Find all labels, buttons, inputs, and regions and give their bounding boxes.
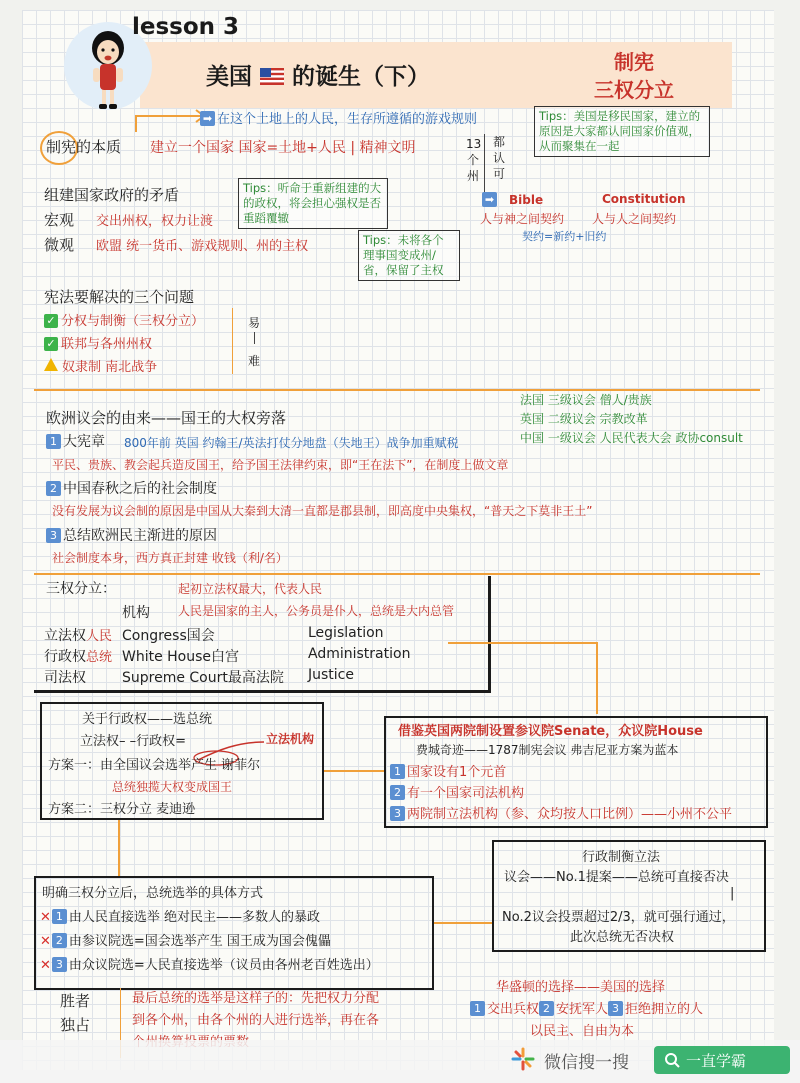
tips-sovereignty: [358, 230, 460, 281]
org-supreme-court: Supreme Court最高法院: [122, 670, 284, 686]
search-pill[interactable]: [654, 1046, 790, 1074]
wechat-search-label: 微信搜一搜: [544, 1053, 629, 1073]
election-item-1: [40, 906, 320, 925]
senate-item-3-text: 两院制立法机构（参、众均按人口比例）——小州不公平: [407, 807, 733, 822]
check-icon: ✓: [44, 337, 58, 351]
problem-item-2-text: 联邦与各州州权: [61, 337, 153, 352]
connector-c: [322, 770, 384, 772]
arrow-note-text: 在这个土地上的人民，生存所遵循的游戏规则: [217, 112, 478, 127]
num-1-badge: 1: [52, 909, 67, 924]
essence-label: 制宪的本质: [46, 138, 122, 156]
senate-item-1: [390, 761, 506, 780]
exec-plan2: 方案二：三权分立 麦迪逊: [48, 802, 196, 817]
covenant-note: 契约=新约+旧约: [522, 230, 607, 243]
powers-title: 三权分立：: [46, 581, 116, 597]
powers-box-right-border: [488, 576, 491, 692]
en-justice: Justice: [308, 667, 354, 683]
power-judicial: 司法权: [44, 670, 86, 686]
connector-b: [596, 642, 598, 714]
election-item-2-text: 由参议院选=国会选举产生 国王成为国会傀儡: [68, 934, 331, 949]
senate-item-2: [390, 782, 524, 801]
warning-icon: [44, 358, 58, 371]
senate-sub: 费城奇迹——1787制宪会议 弗吉尼亚方案为蓝本: [416, 743, 679, 757]
senate-item-3: [390, 803, 732, 822]
winner-label-2: 独占: [60, 1016, 91, 1034]
tips-immigrant: [534, 106, 710, 157]
states-vertical: 13个州: [466, 137, 482, 183]
search-icon: [664, 1052, 680, 1068]
problem-item-1-text: 分权与制衡（三权分立）: [61, 314, 205, 329]
veto-line3: 此次总统无否决权: [570, 930, 675, 945]
tag-people: 人民: [86, 629, 113, 644]
num-2-badge: 2: [539, 1001, 554, 1016]
cartoon-girl-icon: [84, 26, 132, 116]
exec-line1: 立法权– –行政权=: [80, 734, 187, 749]
org-label: 机构: [122, 605, 150, 621]
micro-label: 微观: [44, 236, 75, 254]
en-administration: Administration: [308, 646, 411, 662]
washington-title: 华盛顿的选择——美国的选择: [496, 980, 666, 995]
num-3-badge: 3: [46, 528, 61, 543]
num-2-badge: 2: [52, 933, 67, 948]
senate-title: 借鉴英国两院制设置参议院Senate，众议院House: [398, 724, 703, 739]
cross-icon: ✕: [40, 910, 51, 925]
washington-end: 以民主、自由为本: [530, 1024, 635, 1039]
washington-choice-3: 拒绝拥立的人: [625, 1002, 704, 1017]
micro-content: 欧盟 统一货币、游戏规则、州的主权: [96, 239, 309, 254]
cross-icon: ✕: [40, 934, 51, 949]
problem-item-2: [44, 333, 152, 352]
divider-2: [34, 573, 760, 575]
search-pill-text: 一直学霸: [686, 1052, 747, 1070]
side-title-2: 三权分立: [594, 78, 674, 102]
china-system-title-text: 中国春秋之后的社会制度: [63, 481, 217, 497]
tag-president: 总统: [86, 650, 113, 665]
china-system-detail: 没有发展为议会制的原因是中国从大秦到大清一直都是郡县制，即高度中央集权，“普天之下莫非王土”: [52, 504, 593, 518]
magna-carta-title-text: 大宪章: [63, 434, 105, 450]
connector-a: [448, 642, 598, 644]
magna-carta-desc: 800年前 英国 约翰王/英法打仗分地盘（失地王）战争加重赋税: [124, 436, 459, 450]
powers-box-bottom-border: [34, 690, 491, 693]
num-1-badge: 1: [390, 764, 405, 779]
exec-plan1-note: 总统独揽大权变成国王: [112, 780, 233, 794]
conflict-heading: 组建国家政府的矛盾: [44, 186, 180, 204]
election-item-1-text: 由人民直接选举 绝对民主——多数人的暴政: [68, 910, 321, 925]
side-title-1: 制宪: [614, 50, 654, 74]
page-title: [206, 58, 430, 91]
wechat-search-icon: [510, 1046, 536, 1072]
england-note: 英国 二级议会 宗教改革: [520, 412, 648, 426]
org-whitehouse: White House白宫: [122, 649, 240, 665]
legis-org-label: 立法机构: [266, 732, 315, 746]
tips-power: [238, 178, 388, 229]
bible-label: Bible: [509, 193, 544, 207]
recognize-vertical: 都认可: [492, 135, 505, 181]
summary-title-text: 总结欧洲民主渐进的原因: [63, 528, 217, 544]
num-3-badge: 3: [390, 806, 405, 821]
essence-content: 建立一个国家 国家=土地+人民 | 精神文明: [150, 140, 416, 156]
problem-item-1: [44, 310, 204, 329]
row-executive: [44, 646, 112, 666]
exec-plan1: 方案一：由全国议会选举产生 谢菲尔: [48, 758, 261, 773]
note-paper: [22, 10, 774, 1070]
magna-carta-title: [46, 431, 105, 451]
parliament-heading: 欧洲议会的由来——国王的大权旁落: [46, 409, 287, 427]
veto-bar: |: [730, 886, 735, 901]
election-title: 明确三权分立后，总统选举的具体方式: [42, 886, 264, 901]
macro-label: 宏观: [44, 211, 75, 229]
election-item-2: [40, 930, 331, 949]
easy-label: 易: [248, 316, 261, 330]
powers-note-2: 人民是国家的主人，公务员是仆人，总统是大内总管: [178, 604, 455, 618]
tips-immigrant-text: Tips：美国是移民国家，建立的原因是大家都认同国家价值观，从而聚集在一起: [539, 109, 701, 153]
title-part-b: 的诞生（下）: [292, 64, 431, 90]
num-3-badge: 3: [608, 1001, 623, 1016]
winner-label-1: 胜者: [60, 992, 91, 1010]
summary-detail: 社会制度本身，西方真正封建 收钱（利/名）: [52, 551, 288, 565]
power-executive: 行政权: [44, 649, 86, 665]
veto-title: 行政制衡立法: [582, 850, 661, 865]
num-2-badge: 2: [390, 785, 405, 800]
france-note: 法国 三级议会 僧人/贵族: [520, 393, 652, 407]
const-desc: 人与人之间契约: [592, 212, 677, 226]
problem-item-3-text: 奴隶制 南北战争: [62, 360, 158, 375]
num-1-badge: 1: [46, 434, 61, 449]
lesson-label: lesson 3: [132, 14, 240, 40]
arrow-badge-icon: ➡: [200, 111, 215, 126]
summary-title: [46, 525, 217, 545]
washington-choice-2: 安抚军人: [556, 1002, 609, 1017]
usa-flag-icon: [260, 68, 284, 85]
connector-e: [432, 922, 492, 924]
num-3-badge: 3: [52, 957, 67, 972]
problem-item-3: [44, 356, 157, 375]
connector-d: [118, 820, 120, 876]
arrow-note: [200, 108, 477, 127]
hard-label: 难: [248, 354, 261, 368]
macro-content: 交出州权，权力让渡: [96, 214, 214, 229]
difficulty-bracket: [232, 308, 233, 374]
row-judicial: [44, 667, 86, 687]
cross-icon: ✕: [40, 958, 51, 973]
election-item-3: [40, 954, 379, 973]
senate-item-2-text: 有一个国家司法机构: [407, 786, 525, 801]
num-2-badge: 2: [46, 481, 61, 496]
china-note: 中国 一级议会 人民代表大会 政协consult: [520, 431, 743, 445]
bible-arrow-icon: ➡: [482, 192, 497, 207]
washington-choice-1: 交出兵权: [487, 1002, 540, 1017]
check-icon: ✓: [44, 314, 58, 328]
election-item-3-text: 由众议院选=人民直接选举（议员由各州老百姓选出）: [68, 958, 379, 973]
tips-sovereignty-text: Tips：未将各个理事国变成州/省，保留了主权: [363, 233, 444, 277]
veto-line2: No.2议会投票超过2/3，就可强行通过，: [502, 910, 735, 925]
en-legislation: Legislation: [308, 625, 384, 641]
tips-power-text: Tips：听命于重新组建的大的政权，将会担心强权是否重蹈覆辙: [243, 181, 382, 225]
veto-line1: 议会——No.1提案——总统可直接否决: [504, 870, 729, 885]
title-part-a: 美国: [206, 64, 252, 90]
power-legislative: 立法权: [44, 628, 86, 644]
bible-desc: 人与神之间契约: [480, 212, 565, 226]
magna-carta-detail: 平民、贵族、教会起兵造反国王，给予国王法律约束，即“王在法下”，在制度上做文章: [52, 458, 509, 472]
org-congress: Congress国会: [122, 628, 215, 644]
powers-note-1: 起初立法权最大，代表人民: [178, 582, 323, 596]
row-legislative: [44, 625, 112, 645]
constitution-label: Constitution: [602, 192, 686, 206]
senate-item-1-text: 国家设有1个元首: [407, 765, 507, 780]
china-system-title: [46, 478, 217, 498]
problems-heading: 宪法要解决的三个问题: [44, 288, 195, 306]
washington-choices: [470, 998, 703, 1017]
exec-title: 关于行政权——选总统: [82, 712, 213, 727]
num-1-badge: 1: [470, 1001, 485, 1016]
bible-row: [482, 192, 543, 207]
easy-hard-line: [254, 332, 255, 344]
final-election-note: 最后总统的选举是这样子的：先把权力分配到各个州，由各个州的人进行选举，再在各: [132, 991, 380, 1028]
